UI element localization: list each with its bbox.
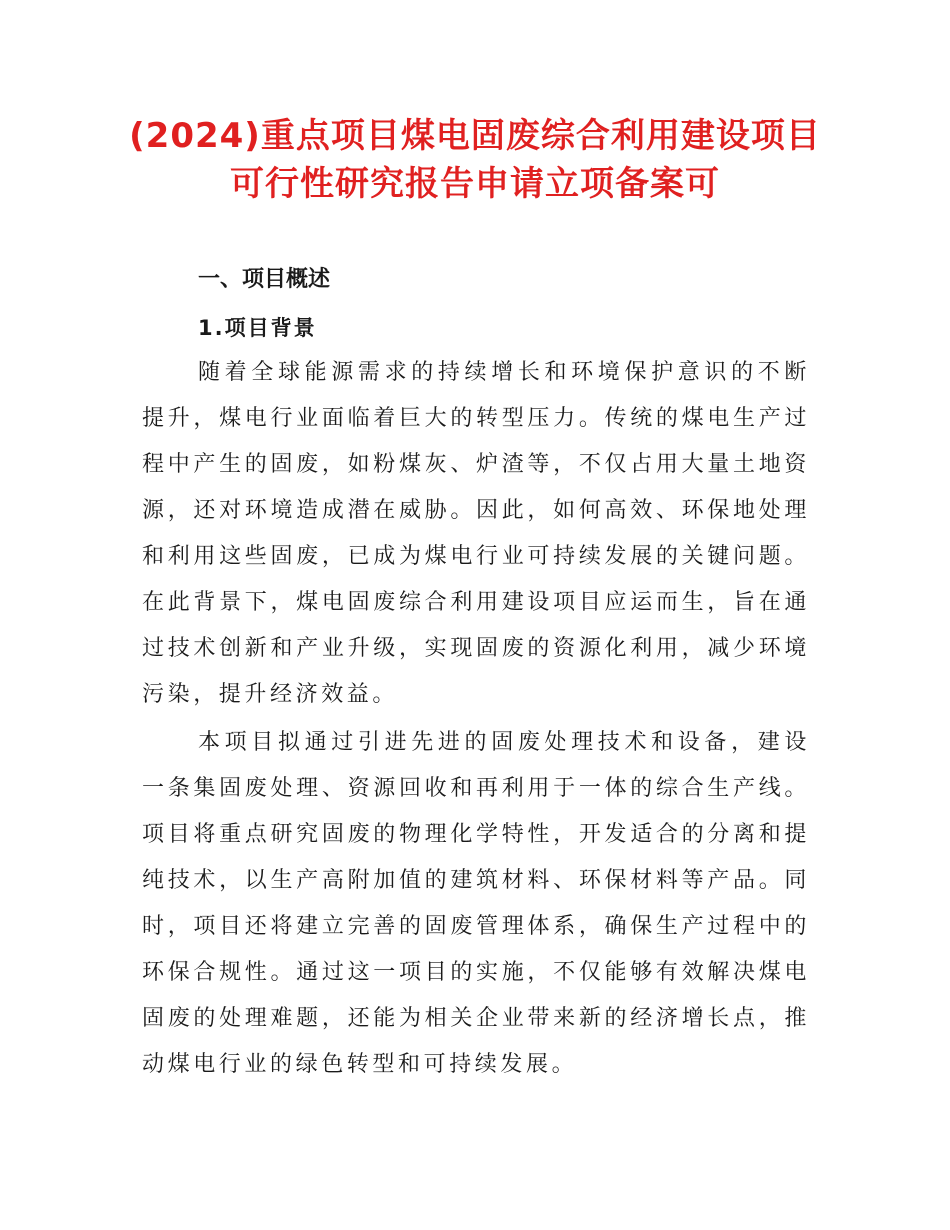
- document-title-line-1: (2024)重点项目煤电固废综合利用建设项目: [129, 116, 821, 156]
- body-paragraph-2: 本项目拟通过引进先进的固废处理技术和设备，建设一条集固废处理、资源回收和再利用于一体的综合生产线。项目将重点研究固废的物理化学特性，开发适合的分离和提纯技术，以生产高附加值的建筑材料、环保材料等产品。同时，项目还将建立完善的固废管理体系，确保生产过程中的环保合规性。通过这一项目的实施，不仅能够有效解决煤电固废的处理难题，还能为相关企业带来新的经济增长点，推动煤电行业的绿色转型和可持续发展。: [142, 730, 810, 1077]
- subsection-heading-background: 1.项目背景: [198, 316, 317, 340]
- body-paragraph-1: 随着全球能源需求的持续增长和环境保护意识的不断提升，煤电行业面临着巨大的转型压力。传统的煤电生产过程中产生的固废，如粉煤灰、炉渣等，不仅占用大量土地资源，还对环境造成潜在威胁。因此，如何高效、环保地处理和利用这些固废，已成为煤电行业可持续发展的关键问题。在此背景下，煤电固废综合利用建设项目应运而生，旨在通过技术创新和产业升级，实现固废的资源化利用，减少环境污染，提升经济效益。: [142, 360, 810, 707]
- document-title-line-2: 可行性研究报告申请立项备案可: [230, 164, 720, 204]
- section-heading-overview: 一、项目概述: [198, 267, 331, 292]
